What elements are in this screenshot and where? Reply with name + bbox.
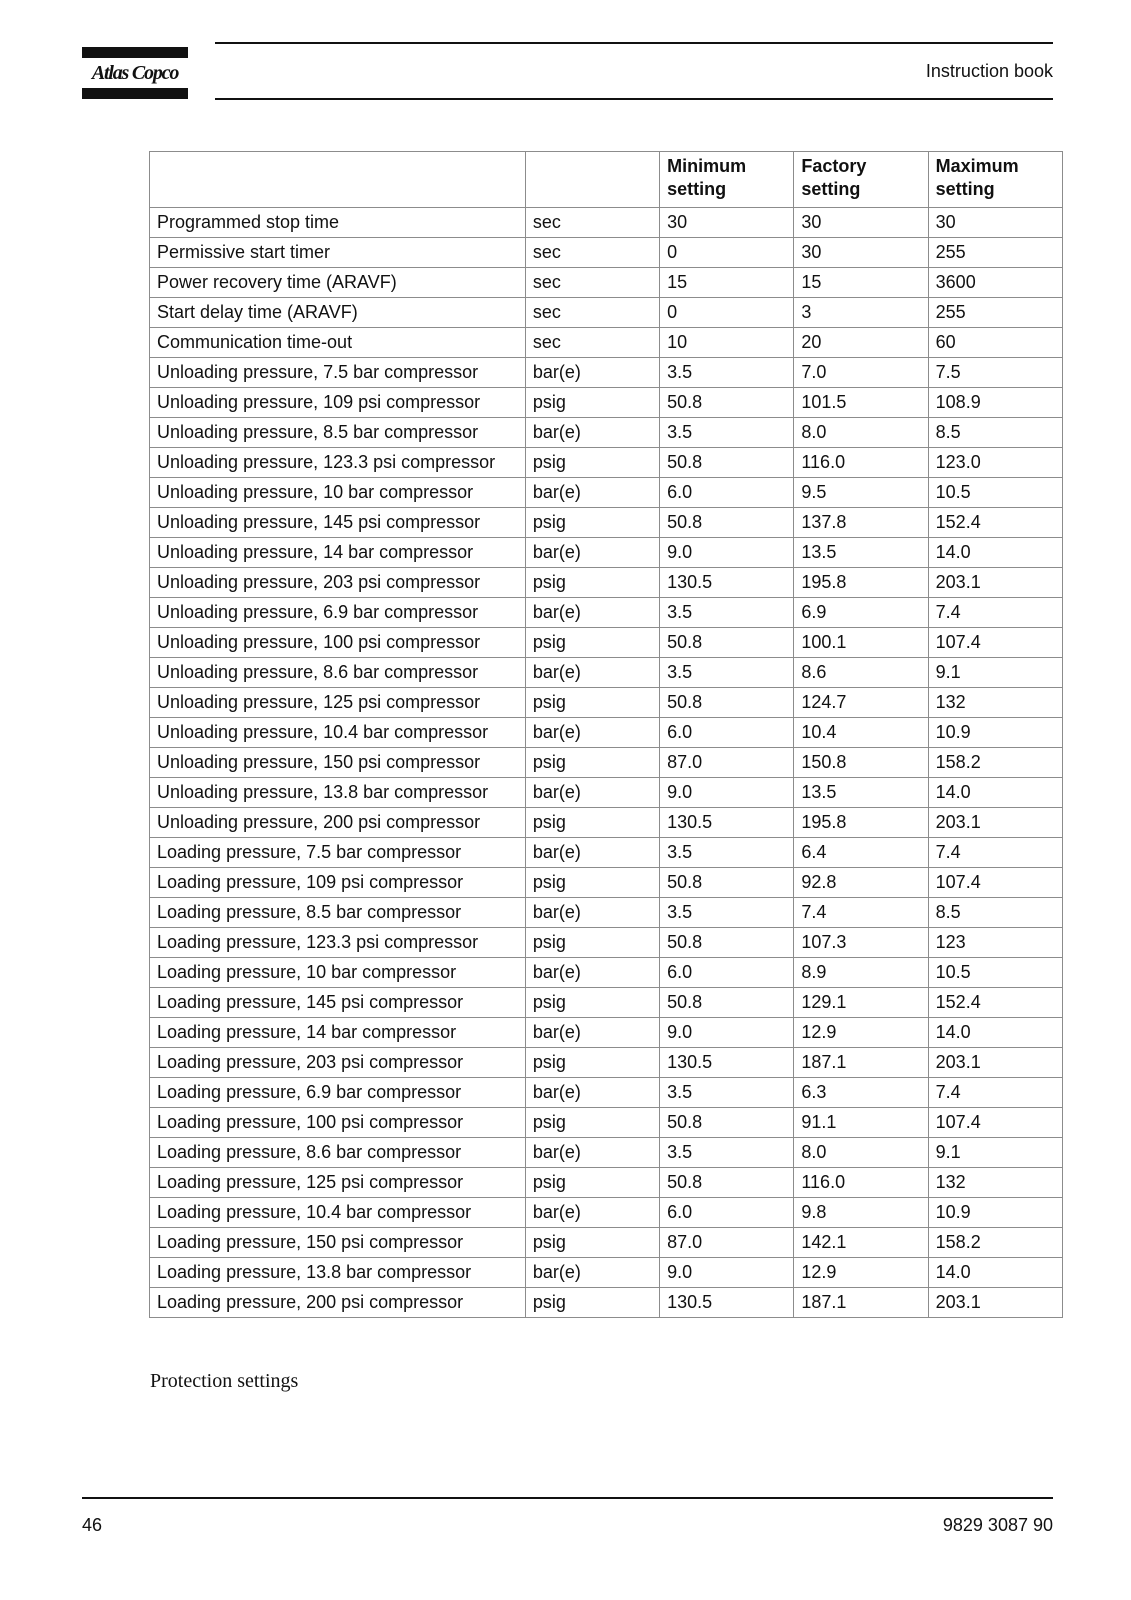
table-row bbox=[150, 448, 1063, 478]
cell-factory: 101.5 bbox=[794, 388, 928, 418]
table-row bbox=[150, 838, 1063, 868]
table-row bbox=[150, 1258, 1063, 1288]
table-row bbox=[150, 1048, 1063, 1078]
cell-unit: psig bbox=[525, 388, 659, 418]
cell-unit: psig bbox=[525, 448, 659, 478]
table-row bbox=[150, 898, 1063, 928]
cell-minimum: 50.8 bbox=[660, 508, 794, 538]
cell-unit: psig bbox=[525, 928, 659, 958]
cell-minimum: 6.0 bbox=[660, 478, 794, 508]
cell-unit: bar(e) bbox=[525, 838, 659, 868]
cell-factory: 8.0 bbox=[794, 1138, 928, 1168]
cell-maximum: 107.4 bbox=[928, 868, 1062, 898]
section-heading: Protection settings bbox=[150, 1370, 299, 1392]
atlas-copco-logo bbox=[82, 47, 188, 99]
cell-maximum: 8.5 bbox=[928, 898, 1062, 928]
cell-factory: 10.4 bbox=[794, 718, 928, 748]
table-row bbox=[150, 568, 1063, 598]
header-minimum-line2: setting bbox=[667, 179, 727, 199]
cell-minimum: 50.8 bbox=[660, 1108, 794, 1138]
table-row bbox=[150, 958, 1063, 988]
cell-maximum: 60 bbox=[928, 328, 1062, 358]
cell-factory: 7.0 bbox=[794, 358, 928, 388]
cell-minimum: 0 bbox=[660, 238, 794, 268]
table-row bbox=[150, 778, 1063, 808]
document-number: 9829 3087 90 bbox=[942, 1515, 1053, 1535]
cell-unit: psig bbox=[525, 748, 659, 778]
cell-factory: 30 bbox=[794, 208, 928, 238]
cell-maximum: 10.5 bbox=[928, 958, 1062, 988]
cell-minimum: 30 bbox=[660, 208, 794, 238]
cell-factory: 116.0 bbox=[794, 448, 928, 478]
cell-minimum: 3.5 bbox=[660, 358, 794, 388]
table-row bbox=[150, 538, 1063, 568]
table-row bbox=[150, 928, 1063, 958]
cell-minimum: 130.5 bbox=[660, 568, 794, 598]
cell-unit: bar(e) bbox=[525, 1018, 659, 1048]
cell-parameter: Unloading pressure, 7.5 bar compressor bbox=[150, 358, 526, 388]
header-parameter bbox=[150, 152, 526, 208]
cell-parameter: Unloading pressure, 8.5 bar compressor bbox=[150, 418, 526, 448]
cell-parameter: Loading pressure, 150 psi compressor bbox=[150, 1228, 526, 1258]
cell-maximum: 108.9 bbox=[928, 388, 1062, 418]
table-row bbox=[150, 808, 1063, 838]
cell-minimum: 3.5 bbox=[660, 598, 794, 628]
table-row bbox=[150, 1228, 1063, 1258]
cell-maximum: 7.4 bbox=[928, 598, 1062, 628]
cell-unit: psig bbox=[525, 628, 659, 658]
table-row bbox=[150, 478, 1063, 508]
cell-minimum: 6.0 bbox=[660, 1198, 794, 1228]
cell-maximum: 203.1 bbox=[928, 568, 1062, 598]
cell-parameter: Loading pressure, 200 psi compressor bbox=[150, 1288, 526, 1318]
cell-unit: bar(e) bbox=[525, 1078, 659, 1108]
cell-unit: psig bbox=[525, 1048, 659, 1078]
cell-maximum: 255 bbox=[928, 298, 1062, 328]
cell-minimum: 3.5 bbox=[660, 1078, 794, 1108]
header-minimum-line1: Minimum bbox=[667, 156, 747, 176]
cell-minimum: 9.0 bbox=[660, 1018, 794, 1048]
cell-minimum: 10 bbox=[660, 328, 794, 358]
cell-factory: 7.4 bbox=[794, 898, 928, 928]
cell-unit: psig bbox=[525, 508, 659, 538]
cell-maximum: 10.9 bbox=[928, 718, 1062, 748]
cell-parameter: Unloading pressure, 10 bar compressor bbox=[150, 478, 526, 508]
cell-unit: sec bbox=[525, 298, 659, 328]
cell-maximum: 10.5 bbox=[928, 478, 1062, 508]
cell-parameter: Unloading pressure, 6.9 bar compressor bbox=[150, 598, 526, 628]
logo-bottom-bar bbox=[82, 88, 188, 99]
cell-factory: 195.8 bbox=[794, 568, 928, 598]
table-row bbox=[150, 628, 1063, 658]
cell-maximum: 107.4 bbox=[928, 628, 1062, 658]
table-row bbox=[150, 988, 1063, 1018]
cell-parameter: Loading pressure, 7.5 bar compressor bbox=[150, 838, 526, 868]
table-row bbox=[150, 418, 1063, 448]
cell-unit: psig bbox=[525, 1108, 659, 1138]
cell-unit: bar(e) bbox=[525, 418, 659, 448]
cell-unit: sec bbox=[525, 208, 659, 238]
cell-maximum: 8.5 bbox=[928, 418, 1062, 448]
cell-minimum: 3.5 bbox=[660, 898, 794, 928]
cell-minimum: 9.0 bbox=[660, 538, 794, 568]
cell-factory: 13.5 bbox=[794, 778, 928, 808]
cell-parameter: Loading pressure, 100 psi compressor bbox=[150, 1108, 526, 1138]
cell-factory: 92.8 bbox=[794, 868, 928, 898]
cell-maximum: 152.4 bbox=[928, 988, 1062, 1018]
table-row bbox=[150, 1108, 1063, 1138]
cell-unit: bar(e) bbox=[525, 598, 659, 628]
cell-unit: bar(e) bbox=[525, 538, 659, 568]
header-rule-top bbox=[215, 42, 1053, 44]
cell-parameter: Unloading pressure, 145 psi compressor bbox=[150, 508, 526, 538]
cell-minimum: 6.0 bbox=[660, 718, 794, 748]
cell-maximum: 203.1 bbox=[928, 808, 1062, 838]
header-minimum-setting bbox=[660, 152, 794, 208]
cell-unit: bar(e) bbox=[525, 1198, 659, 1228]
cell-factory: 12.9 bbox=[794, 1018, 928, 1048]
cell-unit: sec bbox=[525, 238, 659, 268]
cell-parameter: Loading pressure, 109 psi compressor bbox=[150, 868, 526, 898]
cell-factory: 8.0 bbox=[794, 418, 928, 448]
cell-unit: bar(e) bbox=[525, 358, 659, 388]
cell-unit: sec bbox=[525, 328, 659, 358]
cell-unit: bar(e) bbox=[525, 718, 659, 748]
cell-parameter: Unloading pressure, 200 psi compressor bbox=[150, 808, 526, 838]
cell-factory: 13.5 bbox=[794, 538, 928, 568]
cell-parameter: Loading pressure, 123.3 psi compressor bbox=[150, 928, 526, 958]
table-row bbox=[150, 1288, 1063, 1318]
cell-minimum: 130.5 bbox=[660, 1288, 794, 1318]
table-row bbox=[150, 1078, 1063, 1108]
document-type-title: Instruction book bbox=[925, 61, 1053, 81]
cell-parameter: Loading pressure, 10 bar compressor bbox=[150, 958, 526, 988]
cell-factory: 9.8 bbox=[794, 1198, 928, 1228]
cell-parameter: Loading pressure, 8.5 bar compressor bbox=[150, 898, 526, 928]
cell-parameter: Loading pressure, 6.9 bar compressor bbox=[150, 1078, 526, 1108]
cell-maximum: 107.4 bbox=[928, 1108, 1062, 1138]
header-maximum-setting bbox=[928, 152, 1062, 208]
table-row bbox=[150, 658, 1063, 688]
cell-factory: 6.4 bbox=[794, 838, 928, 868]
cell-factory: 107.3 bbox=[794, 928, 928, 958]
cell-maximum: 30 bbox=[928, 208, 1062, 238]
cell-maximum: 14.0 bbox=[928, 1258, 1062, 1288]
settings-table bbox=[149, 151, 1063, 1318]
table-row bbox=[150, 388, 1063, 418]
cell-factory: 8.9 bbox=[794, 958, 928, 988]
table-row bbox=[150, 1168, 1063, 1198]
cell-factory: 129.1 bbox=[794, 988, 928, 1018]
cell-unit: bar(e) bbox=[525, 658, 659, 688]
cell-minimum: 50.8 bbox=[660, 448, 794, 478]
cell-minimum: 50.8 bbox=[660, 1168, 794, 1198]
cell-factory: 187.1 bbox=[794, 1048, 928, 1078]
page-number: 46 bbox=[82, 1515, 103, 1535]
cell-maximum: 152.4 bbox=[928, 508, 1062, 538]
cell-unit: sec bbox=[525, 268, 659, 298]
cell-maximum: 158.2 bbox=[928, 1228, 1062, 1258]
cell-factory: 124.7 bbox=[794, 688, 928, 718]
cell-minimum: 130.5 bbox=[660, 1048, 794, 1078]
cell-maximum: 14.0 bbox=[928, 778, 1062, 808]
cell-minimum: 87.0 bbox=[660, 748, 794, 778]
cell-minimum: 50.8 bbox=[660, 628, 794, 658]
cell-unit: bar(e) bbox=[525, 958, 659, 988]
cell-parameter: Unloading pressure, 123.3 psi compressor bbox=[150, 448, 526, 478]
table-row bbox=[150, 868, 1063, 898]
cell-parameter: Permissive start timer bbox=[150, 238, 526, 268]
cell-parameter: Unloading pressure, 125 psi compressor bbox=[150, 688, 526, 718]
cell-unit: psig bbox=[525, 688, 659, 718]
cell-minimum: 9.0 bbox=[660, 1258, 794, 1288]
cell-maximum: 14.0 bbox=[928, 538, 1062, 568]
cell-unit: psig bbox=[525, 568, 659, 598]
cell-minimum: 3.5 bbox=[660, 418, 794, 448]
cell-factory: 20 bbox=[794, 328, 928, 358]
header-maximum-line2: setting bbox=[935, 179, 995, 199]
cell-minimum: 3.5 bbox=[660, 838, 794, 868]
cell-parameter: Loading pressure, 8.6 bar compressor bbox=[150, 1138, 526, 1168]
cell-maximum: 158.2 bbox=[928, 748, 1062, 778]
cell-minimum: 50.8 bbox=[660, 688, 794, 718]
cell-factory: 3 bbox=[794, 298, 928, 328]
table-row bbox=[150, 1198, 1063, 1228]
cell-maximum: 3600 bbox=[928, 268, 1062, 298]
table-row bbox=[150, 328, 1063, 358]
logo-wordmark: Atlas Copco bbox=[91, 62, 179, 84]
cell-parameter: Unloading pressure, 109 psi compressor bbox=[150, 388, 526, 418]
cell-parameter: Power recovery time (ARAVF) bbox=[150, 268, 526, 298]
cell-minimum: 3.5 bbox=[660, 1138, 794, 1168]
header-factory-line2: setting bbox=[801, 179, 861, 199]
cell-maximum: 255 bbox=[928, 238, 1062, 268]
table-row bbox=[150, 1018, 1063, 1048]
cell-maximum: 123 bbox=[928, 928, 1062, 958]
table-row bbox=[150, 1138, 1063, 1168]
cell-unit: psig bbox=[525, 868, 659, 898]
table-row bbox=[150, 358, 1063, 388]
cell-maximum: 7.5 bbox=[928, 358, 1062, 388]
cell-factory: 142.1 bbox=[794, 1228, 928, 1258]
cell-maximum: 14.0 bbox=[928, 1018, 1062, 1048]
cell-factory: 8.6 bbox=[794, 658, 928, 688]
cell-parameter: Communication time-out bbox=[150, 328, 526, 358]
table-row bbox=[150, 598, 1063, 628]
table-row bbox=[150, 718, 1063, 748]
footer-rule bbox=[82, 1497, 1053, 1499]
cell-parameter: Unloading pressure, 8.6 bar compressor bbox=[150, 658, 526, 688]
cell-unit: psig bbox=[525, 1288, 659, 1318]
cell-parameter: Unloading pressure, 10.4 bar compressor bbox=[150, 718, 526, 748]
cell-minimum: 50.8 bbox=[660, 988, 794, 1018]
cell-maximum: 9.1 bbox=[928, 658, 1062, 688]
table-row bbox=[150, 208, 1063, 238]
cell-parameter: Start delay time (ARAVF) bbox=[150, 298, 526, 328]
cell-minimum: 15 bbox=[660, 268, 794, 298]
cell-factory: 6.9 bbox=[794, 598, 928, 628]
cell-factory: 6.3 bbox=[794, 1078, 928, 1108]
settings-table-body bbox=[150, 208, 1063, 1318]
cell-maximum: 9.1 bbox=[928, 1138, 1062, 1168]
header-maximum-line1: Maximum bbox=[935, 156, 1019, 176]
cell-unit: bar(e) bbox=[525, 778, 659, 808]
cell-factory: 116.0 bbox=[794, 1168, 928, 1198]
cell-maximum: 132 bbox=[928, 688, 1062, 718]
table-row bbox=[150, 268, 1063, 298]
cell-parameter: Unloading pressure, 150 psi compressor bbox=[150, 748, 526, 778]
cell-maximum: 203.1 bbox=[928, 1048, 1062, 1078]
cell-maximum: 132 bbox=[928, 1168, 1062, 1198]
cell-parameter: Unloading pressure, 203 psi compressor bbox=[150, 568, 526, 598]
cell-parameter: Loading pressure, 13.8 bar compressor bbox=[150, 1258, 526, 1288]
cell-maximum: 123.0 bbox=[928, 448, 1062, 478]
cell-minimum: 130.5 bbox=[660, 808, 794, 838]
cell-parameter: Loading pressure, 145 psi compressor bbox=[150, 988, 526, 1018]
header-rule-bottom bbox=[215, 98, 1053, 100]
cell-unit: psig bbox=[525, 988, 659, 1018]
cell-parameter: Programmed stop time bbox=[150, 208, 526, 238]
cell-factory: 187.1 bbox=[794, 1288, 928, 1318]
cell-factory: 195.8 bbox=[794, 808, 928, 838]
table-row bbox=[150, 508, 1063, 538]
cell-factory: 9.5 bbox=[794, 478, 928, 508]
cell-maximum: 7.4 bbox=[928, 1078, 1062, 1108]
cell-parameter: Loading pressure, 203 psi compressor bbox=[150, 1048, 526, 1078]
cell-factory: 91.1 bbox=[794, 1108, 928, 1138]
cell-unit: bar(e) bbox=[525, 1138, 659, 1168]
table-row bbox=[150, 298, 1063, 328]
cell-minimum: 3.5 bbox=[660, 658, 794, 688]
cell-minimum: 50.8 bbox=[660, 928, 794, 958]
logo-top-bar bbox=[82, 47, 188, 58]
cell-parameter: Unloading pressure, 14 bar compressor bbox=[150, 538, 526, 568]
cell-minimum: 0 bbox=[660, 298, 794, 328]
table-row bbox=[150, 238, 1063, 268]
cell-maximum: 10.9 bbox=[928, 1198, 1062, 1228]
cell-minimum: 6.0 bbox=[660, 958, 794, 988]
cell-unit: psig bbox=[525, 1168, 659, 1198]
cell-parameter: Unloading pressure, 13.8 bar compressor bbox=[150, 778, 526, 808]
cell-unit: bar(e) bbox=[525, 898, 659, 928]
cell-factory: 100.1 bbox=[794, 628, 928, 658]
cell-factory: 12.9 bbox=[794, 1258, 928, 1288]
cell-parameter: Loading pressure, 10.4 bar compressor bbox=[150, 1198, 526, 1228]
header-factory-setting bbox=[794, 152, 928, 208]
cell-factory: 150.8 bbox=[794, 748, 928, 778]
header-unit bbox=[525, 152, 659, 208]
cell-factory: 15 bbox=[794, 268, 928, 298]
cell-parameter: Unloading pressure, 100 psi compressor bbox=[150, 628, 526, 658]
cell-unit: psig bbox=[525, 1228, 659, 1258]
cell-minimum: 87.0 bbox=[660, 1228, 794, 1258]
header-factory-line1: Factory bbox=[801, 156, 867, 176]
cell-minimum: 50.8 bbox=[660, 868, 794, 898]
table-row bbox=[150, 688, 1063, 718]
cell-maximum: 7.4 bbox=[928, 838, 1062, 868]
cell-factory: 137.8 bbox=[794, 508, 928, 538]
cell-minimum: 50.8 bbox=[660, 388, 794, 418]
cell-factory: 30 bbox=[794, 238, 928, 268]
cell-parameter: Loading pressure, 125 psi compressor bbox=[150, 1168, 526, 1198]
cell-unit: psig bbox=[525, 808, 659, 838]
cell-minimum: 9.0 bbox=[660, 778, 794, 808]
cell-unit: bar(e) bbox=[525, 478, 659, 508]
cell-unit: bar(e) bbox=[525, 1258, 659, 1288]
cell-maximum: 203.1 bbox=[928, 1288, 1062, 1318]
table-row bbox=[150, 748, 1063, 778]
table-header-row bbox=[150, 152, 1063, 208]
cell-parameter: Loading pressure, 14 bar compressor bbox=[150, 1018, 526, 1048]
